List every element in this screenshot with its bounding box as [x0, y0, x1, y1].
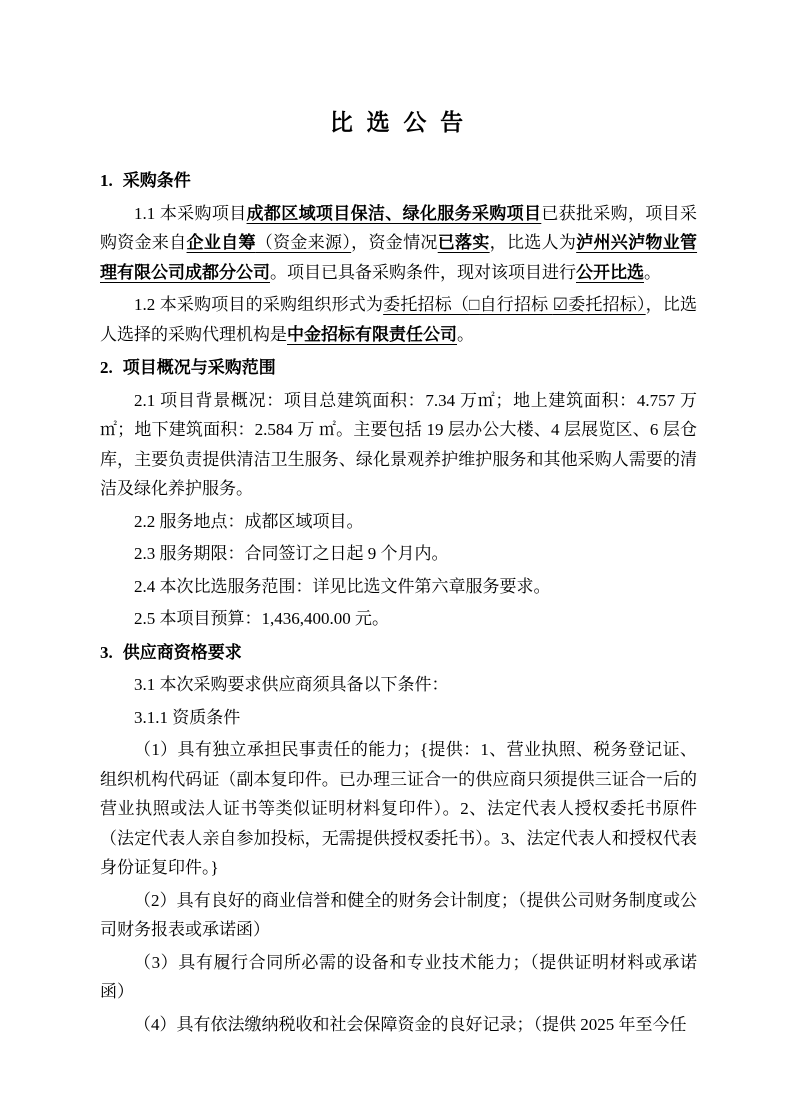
text-run: 自行招标: [479, 295, 553, 314]
text-run: 已落实: [437, 233, 490, 252]
text-run: 3.1.1 资质条件: [134, 707, 241, 727]
section-number: 1.: [100, 171, 113, 190]
paragraph: [100, 386, 697, 504]
paragraph: [100, 572, 697, 602]
document-title: 比 选 公 告: [329, 110, 468, 135]
text-run: 公开比选: [576, 262, 644, 282]
text-run: 委托招标（: [383, 295, 470, 314]
text-run: 中金招标有限责任公司: [287, 324, 457, 344]
paragraph: [100, 886, 697, 945]
text-run: 3.1 本次采购要求供应商须具备以下条件：: [134, 675, 449, 694]
paragraph: [100, 948, 697, 1007]
paragraph: [100, 670, 697, 700]
document-body: [100, 166, 697, 1039]
text-run: ，比选人选择的采购代理机构是: [100, 295, 698, 344]
text-run: （3）具有履行合同所必需的设备和专业技术能力；（提供证明材料或承诺函）: [100, 952, 697, 1001]
text-run: 1.1 本采购项目: [134, 203, 247, 223]
text-run: 成都区域项目保洁、绿化服务采购项目: [246, 203, 542, 223]
text-run: 。: [457, 324, 474, 344]
checkbox-unchecked-icon: □: [469, 295, 480, 314]
paragraph: [100, 539, 697, 569]
text-run: 1.2 本采购项目的采购组织形式为: [134, 295, 384, 314]
text-run: 2.5 本项目预算：1,436,400.00 元。: [134, 609, 389, 628]
paragraph: [100, 703, 697, 733]
text-run: （1）具有独立承担民事责任的能力；{提供：1、营业执照、税务登记证、组织机构代码证（副本复印件。已办理三证合一的供应商只须提供三证合一后的营业执照或法人证书等类似证明材料复印件）。2、法定代表人授权委托书原件（法定代表人亲自参加投标，无需提供授权委托书）。3、法定代表人和授权代表身份证复印件。}: [100, 740, 697, 877]
text-run: 泸州兴泸物业管理有限公司成都分公司: [100, 233, 698, 282]
text-run: ，比选人为: [489, 233, 577, 252]
checkbox-checked-icon: ☑: [552, 295, 569, 314]
paragraph: [100, 507, 697, 537]
text-run: 。项目已具备采购条件，现对该项目进行: [270, 262, 576, 282]
paragraph: [100, 735, 697, 883]
text-run: 2.2 服务地点：成都区域项目。: [134, 511, 364, 531]
section-title: 供应商资格要求: [122, 642, 242, 662]
section-heading: [100, 638, 697, 668]
section-title: 采购条件: [122, 171, 191, 190]
paragraph: [100, 604, 697, 634]
paragraph: [100, 199, 697, 288]
text-run: 2.4 本次比选服务范围：详见比选文件第六章服务要求。: [134, 576, 551, 596]
text-run: （4）具有依法缴纳税收和社会保障资金的良好记录；（提供 2025 年至今任: [134, 1014, 687, 1034]
paragraph: [100, 290, 697, 349]
text-run: 委托招标）: [568, 295, 646, 314]
text-run: 。: [644, 262, 661, 282]
text-run: （资金来源）: [255, 233, 352, 252]
text-run: 2.1 项目背景概况：项目总建筑面积：7.34 万㎡；地上建筑面积：4.757 万 ㎡；地下建筑面积：2.584 万 ㎡。主要包括 19 层办公大楼、4 层展览区、6 层仓库，主要负责提供清洁卫生服务、绿化景观养护维护服务和其他采购人需要的清洁及绿化养护服务。: [100, 390, 697, 498]
section-number: 2.: [100, 358, 113, 377]
section-title: 项目概况与采购范围: [122, 358, 276, 377]
paragraph: [100, 1010, 697, 1040]
text-run: ，资金情况: [351, 233, 438, 252]
text-run: 企业自筹: [186, 233, 256, 252]
text-run: 2.3 服务期限：合同签订之日起 9 个月内。: [134, 544, 449, 563]
section-heading: [100, 353, 697, 383]
section-number: 3.: [100, 642, 113, 662]
text-run: （2）具有良好的商业信誉和健全的财务会计制度；（提供公司财务制度或公司财务报表或承诺函）: [100, 890, 697, 939]
section-heading: [100, 166, 697, 196]
text-run: 已获批采购，项目采购资金来自: [100, 203, 698, 252]
